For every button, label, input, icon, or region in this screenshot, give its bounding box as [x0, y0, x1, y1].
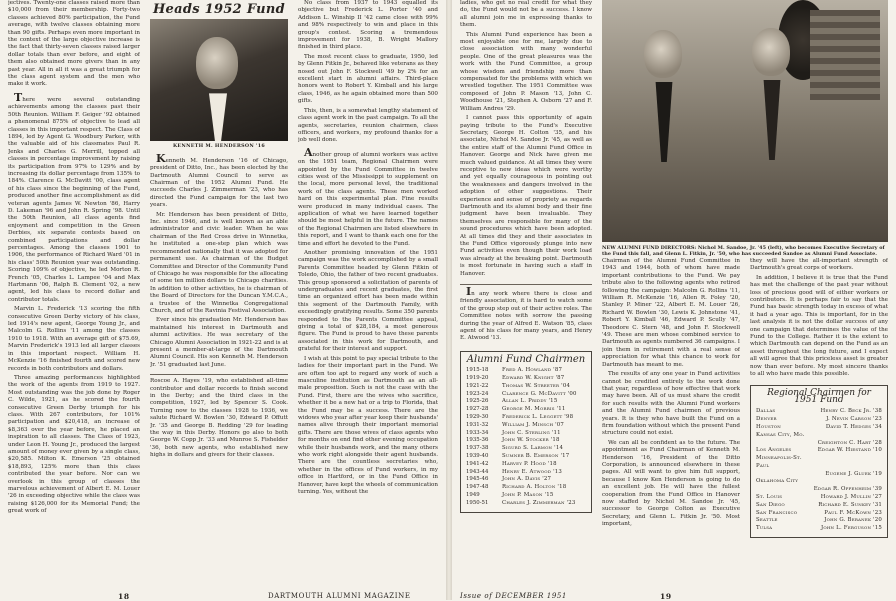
magazine-title: DARTMOUTH ALUMNI MAGAZINE — [268, 592, 411, 600]
row-label: Houston — [756, 423, 781, 430]
table-row — [756, 478, 882, 486]
box-title: Alumni Fund Chairmen — [466, 353, 586, 365]
row-label: 1950-51 — [466, 499, 489, 506]
row-label — [756, 471, 811, 479]
row-name: Creighton C. Hart '28 — [817, 439, 882, 446]
right-page — [452, 0, 896, 600]
row-name: Thomas W. Streeter '04 — [502, 382, 571, 389]
table-row — [466, 422, 586, 430]
row-label: 1941-42 — [466, 460, 489, 467]
row-label: 1939-40 — [466, 453, 489, 460]
table-row — [466, 500, 586, 508]
paragraph: Chairman of the Alumni Fund Committee in 1943 and 1944, both of whom have made important contributions to the Fund. We pay tribute also to the following agents who retired following the campaign: Malcolm G. Rollins '11, William R. McKenzie '16, Allen R. Foley '20, Stanley P. Miner '22, Albert E. M. Louer '26, Richard W. Bowlen '30, Lewis K. Johnstone '41, Robert Y. Kimball '46, Edward P. Scully '47, Theodore C. Stern '48, and John F. Stockwell '49. These are men whose combined service to Dartmouth as agents numbered 36 campaigns. I join them in retirement with a real sense of appreciation for what this chance to work for Dartmouth has meant to me. — [602, 258, 740, 368]
paragraph: Three amazing performances highlighted the work of the agents from 1919 to 1927. Most outstanding was the job done by Roger C. Wilde, 1921, as he scored the fourth consecutive Green Derby triumph for his class. With 267 contributors, for 101% participation and $20,418, an increase of $8,363 over the year before, he placed an inspiration to all classes. The Class of 1923, under Leon H. Young Jr., produced the largest amount of money ever given by a single class, $20,585. Milton K. Emerson '25 obtained $18,893, 125% more than this class contributed the year before. Nor can we overlook in this group of classes the marvelous achievement of Albert E. M. Louer '26 in exceeding objective while the class was raising $126,000 for its Memorial Fund; the great work of — [8, 374, 140, 515]
table-row — [756, 440, 882, 448]
paragraph: Kenneth M. Henderson '16 of Chicago, president of Ditto, Inc., has been elected by the Dartmouth Alumni Council to serve as Chairman of the 1952 Alumni Fund. He succeeds Charles J. Zimmerman '23, who has directed the Fund campaign for the last two years. — [150, 151, 288, 209]
row-label: 1937-38 — [466, 445, 489, 452]
paragraph: No class from 1937 to 1943 equalled its objective but Frederick L. Porter '40 and Addison L. Winship II '42 came close with 99% and 98% respectively to win and place in this group's contest. Scoring a tremendous improvement for 1938, B. Wright Mallory finished in third place. — [298, 0, 438, 51]
row-name: Henry C. Beck Jr. '38 — [820, 408, 882, 415]
row-name: Edgar W. Hiestand '10 — [817, 447, 882, 454]
photo-caption: NEW ALUMNI FUND DIRECTORS: Nichol M. Sandoe, Jr. '45 (left), who becomes Executive Secretary of the Fund this fall, and Glenn L. Fitkin, Jr. '50, who has succeeded Sandoe as Alumni Fund Associate. — [602, 245, 885, 258]
row-label: 1935-36 — [466, 437, 489, 444]
portrait-photo — [150, 19, 288, 141]
table-row — [466, 476, 586, 484]
table-row — [756, 502, 882, 510]
row-label: 1927-28 — [466, 406, 489, 413]
table-row — [466, 398, 586, 406]
row-label: 1925-26 — [466, 398, 489, 405]
row-label: Minneapolis-St. Paul — [756, 455, 802, 469]
row-name — [811, 455, 882, 471]
issue-date: Issue of DECEMBER 1951 — [460, 592, 567, 600]
table-row — [466, 492, 586, 500]
row-label: 1933-34 — [466, 429, 489, 436]
row-label: 1943-44 — [466, 468, 489, 475]
left-page — [0, 0, 446, 600]
table-row — [756, 486, 882, 494]
paragraph: This Alumni Fund experience has been a most enjoyable one for me, largely due to close association with many wonderful people. One of the great pleasures was the work with the Fund Committee, a group whose wisdom and friendship more than compensated for the problems with which we wrestled together. The 1951 Committee was composed of John P. Mason '13, John C. Woodhouse '21, Stephen A. Osborn '27 and F. William Andres '29. — [460, 31, 592, 112]
page-number: 18 — [118, 592, 130, 601]
table-row — [466, 406, 586, 414]
table-row — [466, 383, 586, 391]
table-row — [466, 437, 586, 445]
paragraph: jectives. Twenty-one classes raised more than $10,000 from their membership. Forty-two classes achieved 80% participation, the Fund average, with twelve classes obtaining more than 90 gifts. Perhaps even more important in the context of the large objective increase is the fact that thirty-seven classes raised larger dollar totals than ever before, and eight of them also obtained more givers than in any past year. All in all it was a great triumph for the class agent system and the men who make it work. — [8, 0, 140, 88]
table-row — [756, 455, 882, 471]
row-label: 1915-18 — [466, 367, 489, 374]
chairmen-table — [466, 367, 586, 507]
page-number: 19 — [660, 592, 672, 601]
row-label: 1945-46 — [466, 476, 489, 483]
row-name: J. Nevin Carson '23 — [826, 416, 882, 423]
row-label: San Francisco — [756, 509, 798, 516]
row-name: Allan L. Priddy '15 — [502, 398, 558, 405]
right-column-1 — [460, 0, 592, 574]
paragraph: they will have the all-important strength of Dartmouth's great corps of workers. — [750, 258, 888, 272]
table-row — [756, 517, 882, 525]
row-name: Fred A. Howland '87 — [502, 367, 563, 374]
row-name: Howard J. Mullin '27 — [820, 494, 882, 501]
row-label: 1923-24 — [466, 390, 489, 397]
table-row — [466, 484, 586, 492]
table-row — [466, 453, 586, 461]
row-name: Paul F. McKown '23 — [824, 509, 882, 516]
row-label: 1929-30 — [466, 414, 489, 421]
table-row — [466, 445, 586, 453]
paragraph: I cannot pass this opportunity of again paying tribute to the Fund's Executive Secretary, George H. Colton '35, and his associate, Nichol M. Sandoe Jr. '45, as well as the entire staff of the Alumni Fund Office in Hanover. George and Nick have given me much valued guidance. At all times they were receptive to new ideas which were worthy and yet equally courageous in pointing out the weaknesses and dangers involved in the adoption of other suggestions. Their experience and sense of propriety as regards Dartmouth and its alumni body and their fine judgment have been invaluable. They themselves are responsible for many of the sound procedures which have been adopted. At all times did they and their associates in the Fund Office vigorously plunge into new Fund activities even though their work load was already at the breaking point. Dartmouth is most fortunate in having such a staff in Hanover. — [460, 115, 592, 277]
directors-photo — [602, 0, 888, 242]
row-name: Richard E. Sunkey '31 — [818, 501, 882, 508]
row-label: Kansas City, Mo. — [756, 431, 805, 438]
row-label: Oklahoma City — [756, 478, 799, 485]
row-label: 1947-48 — [466, 484, 489, 491]
table-row — [756, 525, 882, 533]
paragraph: Mr. Henderson has been president of Ditto, Inc. since 1946, and is well known as an able administrator and civic leader. When he was chairman of the Red Cross drive in Winnetka, he instituted a one-step plan which was recommended nationally that it was adopted for permanent use. As chairman of the Budget Committee and Director of the Community Fund of Chicago he was responsible for the allocating of some ten million dollars to Chicago charities. In addition to other activities, he is chairman of the Board of Directors for the Duncan Y.M.C.A., a trustee of the Winnetka Congregational Church, and of the Ravinia Festival Association. — [150, 211, 288, 314]
row-name: Henry E. Atwood '13 — [502, 468, 563, 475]
row-name: Frederick L. Leggett '98 — [502, 414, 574, 421]
photo-block — [602, 0, 888, 257]
paragraph: We can all be confident as to the future. The appointment as Fund Chairman of Kenneth M. Henderson '16, President of the Ditto Corporation, is announced elsewhere in these pages. All will want to give him full support, because I know Ken Henderson is going to do an excellent job. He will have the fullest cooperation from the Fund Office in Hanover now staffed by Nichol M. Sandoe Jr. '45, successor to George Colton as Executive Secretary, and Glenn L. Fitkin Jr. '50. Most important, — [602, 439, 740, 528]
row-name: Eugene J. Gluek '19 — [825, 470, 882, 477]
box-title: Regional Chairmen for 1951 Fund — [767, 387, 871, 405]
row-name: John A. Davis '27 — [502, 476, 552, 483]
row-label: 1931-32 — [466, 421, 489, 428]
table-row — [756, 408, 882, 416]
row-name: George M. Morris '11 — [502, 406, 566, 413]
table-row — [466, 391, 586, 399]
paragraph: This, then, is a somewhat lengthy statement of class agent work in the past campaign. To all the agents, secretaries, reunion chairmen, class officers, and workers, my profound thanks for a job well done. — [298, 107, 438, 144]
row-label: 1949 — [466, 492, 480, 499]
row-name: Harvey P. Hood '18 — [502, 460, 557, 467]
row-name: Sumner B. Emerson '17 — [502, 453, 570, 460]
paragraph: Ever since his graduation Mr. Henderson has maintained his interest in Dartmouth and alumni activities. He was secretary of the Chicago Alumni Association in 1921-22 and is at present a member-at-large of the Dartmouth Alumni Council. His son Kenneth M. Henderson Jr. '51 graduated last June. — [150, 317, 288, 368]
row-label: 1919-20 — [466, 375, 489, 382]
row-name — [811, 432, 882, 440]
right-column-2 — [602, 258, 740, 574]
paragraph: The results of any one year in Fund activities cannot be credited entirely to the work done that year, regardless of how effective that work may have been. All of us must share the credit for such results with the Alumni Fund workers and the Alumni Fund chairmen of previous years. It is they who have built the Fund on a firm foundation without which the present Fund structure could not exist. — [602, 371, 740, 437]
table-row — [756, 471, 882, 479]
table-row — [756, 510, 882, 518]
row-name: Sigurd S. Larmon '14 — [502, 445, 564, 452]
row-label: 1921-22 — [466, 382, 489, 389]
paragraph: Roscoe A. Hayes '19, who established all-time contributor and dollar records to finish second in the Derby; and the third class in the competition, 1927, led by Spencer S. Cook. Turning now to the classes 1928 to 1936, we salute Richard W. Bowlen '30, Edward P. Offutt Jr. '35 and George B. Redding '29 for leading the way in this Derby. Honors go also to both George W. Copp Jr. '33 and Munroe S. Fishelder '36, both new agents, who established new highs in dollars and givers for their classes. — [150, 378, 288, 459]
row-name: John W. Stocker '18 — [502, 437, 560, 444]
row-label: Dallas — [756, 408, 776, 415]
table-row — [466, 461, 586, 469]
row-name: David T. Hedges '34 — [825, 423, 882, 430]
paragraph: In any work where there is close and friendly association, it is hard to watch some of the group step out of their active roles. The Committee notes with sorrow the passing during the year of Alfred E. Watson '85, class agent of his class for many years, and Henry E. Atwood '13. — [460, 285, 592, 342]
row-label: Los Angeles — [756, 447, 792, 454]
paragraph: Marvin L. Frederick '13 scoring the fifth consecutive Green Derby victory of his class, led 1914's new agent, George Young Jr., and Malcolm G. Rollins '11 among the classes 1910 to 1918. With an average gift of $75.69, Marvin Frederick's 1913 led all larger classes in this important respect. William H. McKenzie '16 finished fourth and scored new records in both contributors and dollars. — [8, 306, 140, 372]
paragraph: In addition, I believe it is true that the Fund has met the challenge of the past year without loss of precious good will of either workers or contributors. It is perhaps fair to say that the Fund has basic strength today in excess of what it had a year ago. This is important, for in the last analysis it is not the dollar success of any one campaign that determines the value of the Fund to the College. Rather it is the extent to which Dartmouth can depend on the Fund as an asset throughout the long future, and I expect all will agree that this priceless asset is greater now than ever before. My most sincere thanks to all who have made this possible. — [750, 274, 888, 378]
row-label: San Diego — [756, 501, 785, 508]
article-headline: Heads 1952 Fund — [152, 2, 286, 17]
paragraph: ladies, who get no real credit for what they do, the Fund would not be a success. I know all alumni join me in expressing thanks to them. — [460, 0, 592, 29]
paragraph: There were several outstanding achievements among the classes past their 50th Reunion. William F. Geiger '92 obtained a phenomenal 875% of objective to lead all classes in this important respect. The Class of 1894, led by Agent G. Woodbury Parker, with the valuable aid of his classmates Paul R. Jenks and Charles G. Merrill, topped all classes in percentage improvement by raising its participation from 97% to 129% and by increasing its dollar percentage from 135% to 184%. Clarence G. McDavitt '00, class agent of his class since the beginning of the Fund, produced another fine accomplishment as did veteran agents James W. Newton '86, Harry D. Lakeman '96 and John R. Spring '98. Until the 50th Reunion, all class agents find enjoyment and competition in the Green Derbies, six separate contests based on combined participations and dollar percentages. Among the classes 1901 to 1906, the performance of Richard Ward '01 in his class' 50th Reunion year was outstanding. Scoring 109% of objective, he led Morton R. French '05, Charles L. Lampee '04 and Max Hartmann '06, Ralph B. Clement '02, a new agent, led his class to record dollar and contributor totals. — [8, 90, 140, 303]
row-name: William J. Minsch '07 — [502, 421, 565, 428]
row-label: Denver — [756, 416, 777, 423]
paragraph: The most recent class to graduate, 1950, led by Glenn Fitkin Jr., behaved like veterans as they nosed out John F. Stockwell '49 by 2% for an excellent start in alumni affairs. Third-place honors went to Robert Y. Kimball and his large class, 1946, as he again obtained more than 500 gifts. — [298, 53, 438, 105]
photo-caption: KENNETH M. HENDERSON '16 — [172, 143, 266, 150]
table-row — [756, 424, 882, 432]
regional-table — [756, 408, 882, 533]
table-row — [466, 469, 586, 477]
table-row — [756, 432, 882, 440]
row-name: Richard A. Holton '18 — [502, 484, 567, 491]
table-row — [466, 375, 586, 383]
paragraph: Another group of alumni workers was active on the 1951 team, Regional Chairmen were appointed by the Fund Committee in twelve cities west of the Mississippi to supplement on the local, more personal level, the traditional work of the class agents. These men worked hard on this experimental plan. Fine results were produced in many individual cases. The application of what we have learned together should be most helpful in the future. The names of the Regional Chairmen are listed elsewhere in this report, and I want to thank each one for the time and effort he devoted to the Fund. — [298, 145, 438, 247]
table-row — [756, 494, 882, 502]
row-name: John C. Sterling '11 — [502, 429, 561, 436]
table-row — [756, 447, 882, 455]
divider — [460, 284, 592, 285]
row-label: Seattle — [756, 517, 778, 524]
paragraph: I wish at this point to pay special tribute to the ladies for their important part in the Fund. We are often too apt to regard any work of such a masculine institution as Dartmouth as an all-male proposition. Such is not the case with the Fund. First, there are the wives who sacrifice, whether it be a new hat or a trip to Florida, that the Fund may be a success. There are the widows who year after year keep their husbands' names alive through their important memorial gifts. There are those wives of class agents who for months on end find other evening occupation while their husbands work, and the many others who work right alongside their agent husbands. There are the countless secretaries who, whether in the offices of Fund workers, in my office in Hartford, or in the Fund Office in Hanover, have kept the wheels of communication turning. Yes, without the — [298, 355, 438, 495]
row-name: Clarence G. McDavitt '00 — [502, 390, 577, 397]
divider — [150, 374, 288, 375]
row-label: Tulsa — [756, 525, 773, 532]
right-column-3 — [750, 258, 888, 574]
left-column-2 — [150, 0, 288, 574]
alumni-fund-chairmen-box — [460, 351, 592, 513]
table-row — [466, 367, 586, 375]
left-column-1 — [8, 0, 140, 574]
row-name: John G. Beranek '20 — [824, 517, 882, 524]
row-name: Edward W. Knight '87 — [502, 375, 565, 382]
row-name: Edgar R. Oppenheim '39 — [813, 486, 882, 493]
row-name: John P. Mason '15 — [502, 492, 554, 499]
row-label: St. Louis — [756, 494, 783, 501]
row-name: John L. Ferguson '15 — [821, 525, 882, 532]
row-label — [756, 486, 811, 494]
table-row — [466, 414, 586, 422]
row-name — [811, 478, 882, 486]
regional-chairmen-box — [750, 385, 888, 539]
table-row — [756, 416, 882, 424]
row-name: Charles J. Zimmerman '23 — [502, 499, 576, 506]
row-label — [756, 440, 811, 448]
left-column-3 — [298, 0, 438, 574]
table-row — [466, 430, 586, 438]
paragraph: Another promising innovation of the 1951 campaign was the work accomplished by a small Parents Committee headed by Glenn Fitkin of Toledo, Ohio, the father of two recent graduates. This group sponsored a solicitation of parents of undergraduates and recent graduates, the first time an organized effort has been made within this segment of the Dartmouth Family, with exceedingly gratifying results. Some 350 parents responded to the Parents Committee appeal, giving a total of $28,184, a most generous figure. The Fund is proud to have these parents associated in this work for Dartmouth, and grateful for their interest and support. — [298, 250, 438, 353]
